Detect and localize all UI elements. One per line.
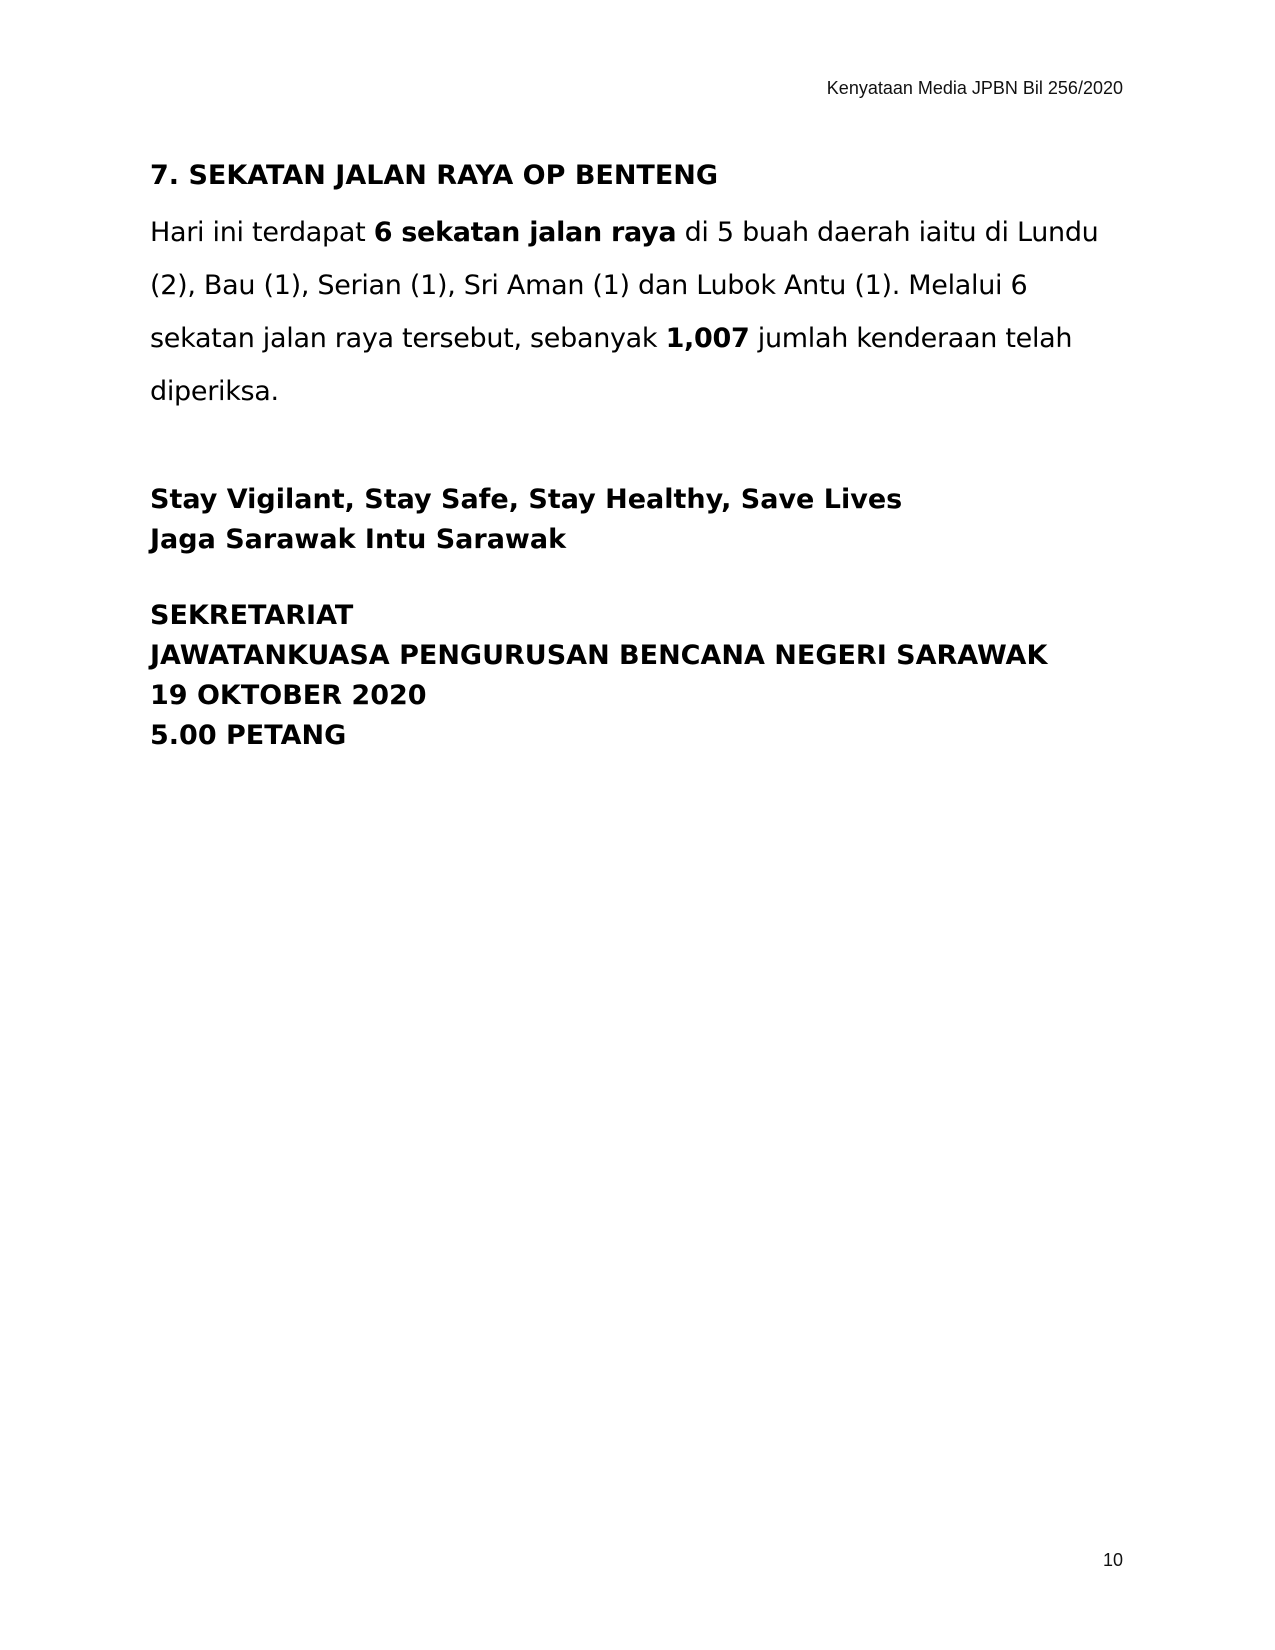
signature-date: 19 OKTOBER 2020: [150, 680, 427, 711]
signature-block: [150, 596, 1125, 756]
signature-time: 5.00 PETANG: [150, 720, 347, 751]
paragraph-text-1: Hari ini terdapat: [150, 217, 374, 248]
paragraph-bold-roadblocks: 6 sekatan jalan raya: [373, 217, 677, 248]
document-reference: Kenyataan Media JPBN Bil 256/2020: [826, 78, 1123, 98]
paragraph-bold-vehicle-count: 1,007: [665, 323, 750, 354]
paragraph-text-2: di 5 buah daerah iaitu di Lundu (2), Bau (1), Serian (1), Sri Aman (1) dan Lubok Antu (1). Melalui 6 sekatan jalan raya tersebut, sebanyak: [150, 217, 1099, 354]
page-number: 10: [1102, 1550, 1123, 1570]
slogan-line-1: Stay Vigilant, Stay Safe, Stay Healthy, Save Lives: [150, 484, 903, 515]
document-body: [150, 158, 1125, 756]
slogans-block: [150, 480, 1125, 560]
signature-secretariat: SEKRETARIAT: [150, 600, 354, 631]
section-heading: 7. SEKATAN JALAN RAYA OP BENTENG: [150, 160, 719, 191]
section-paragraph: [150, 206, 1125, 418]
paragraph-text-3: jumlah kenderaan telah diperiksa.: [150, 323, 1073, 407]
signature-committee: JAWATANKUASA PENGURUSAN BENCANA NEGERI SARAWAK: [150, 640, 1048, 671]
slogan-line-2: Jaga Sarawak Intu Sarawak: [150, 524, 567, 555]
